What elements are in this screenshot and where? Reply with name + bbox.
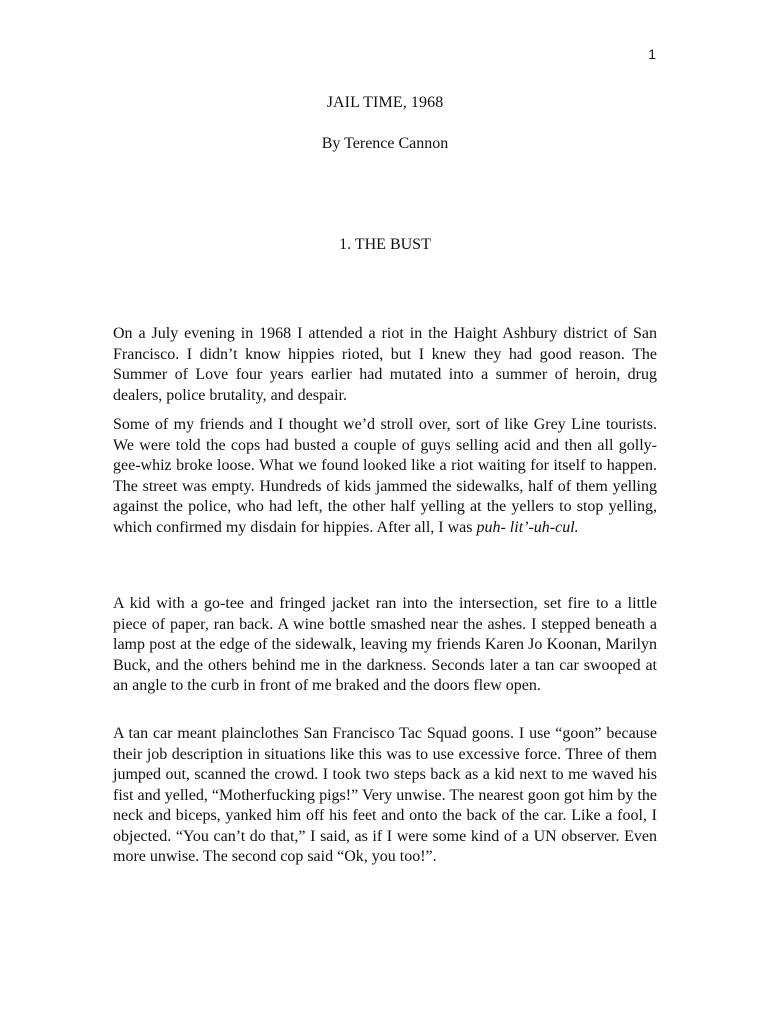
paragraph-2 <box>113 415 657 538</box>
paragraph-4: A tan car meant plainclothes San Francisco Tac Squad goons. I use “goon” because their job description in situations like this was to use excessive force. Three of them jumped out, scanned the crowd. I took two steps back as a kid next to me waved his fist and yelled, “Motherfucking pigs!” Very unwise. The nearest goon got him by the neck and biceps, yanked him off his feet and onto the back of the car. Like a fool, I objected. “You can’t do that,” I said, as if I were some kind of a UN observer. Even more unwise. The second cop said “Ok, you too!”. <box>113 725 657 865</box>
paragraph-2-text: Some of my friends and I thought we’d stroll over, sort of like Grey Line tourists. We were told the cops had busted a couple of guys selling acid and then all golly-gee-whiz broke loose. What we found looked like a riot waiting for itself to happen. The street was empty. Hundreds of kids jammed the sidewalks, half of them yelling against the police, who had left, the other half yelling at the yellers to stop yelling, which confirmed my disdain for hippies. After all, I was <box>113 416 657 536</box>
chapter-heading: 1. THE BUST <box>339 236 431 253</box>
page-number: 1 <box>648 46 656 62</box>
paragraph-2-italic: puh- lit’-uh-cul. <box>476 518 579 536</box>
author-byline: By Terence Cannon <box>321 135 449 152</box>
document-title: JAIL TIME, 1968 <box>326 94 444 111</box>
paragraph-3: A kid with a go-tee and fringed jacket ran into the intersection, set fire to a little piece of paper, ran back. A wine bottle smashed near the ashes. I stepped beneath a lamp post at the edge of the sidewalk, leaving my friends Karen Jo Koonan, Marilyn Buck, and the others behind me in the darkness. Seconds later a tan car swooped at an angle to the curb in front of me braked and the doors flew open. <box>113 595 657 694</box>
paragraph-1: On a July evening in 1968 I attended a riot in the Haight Ashbury district of San Francisco. I didn’t know hippies rioted, but I knew they had good reason. The Summer of Love four years earlier had mutated into a summer of heroin, drug dealers, police brutality, and despair. <box>113 325 657 404</box>
